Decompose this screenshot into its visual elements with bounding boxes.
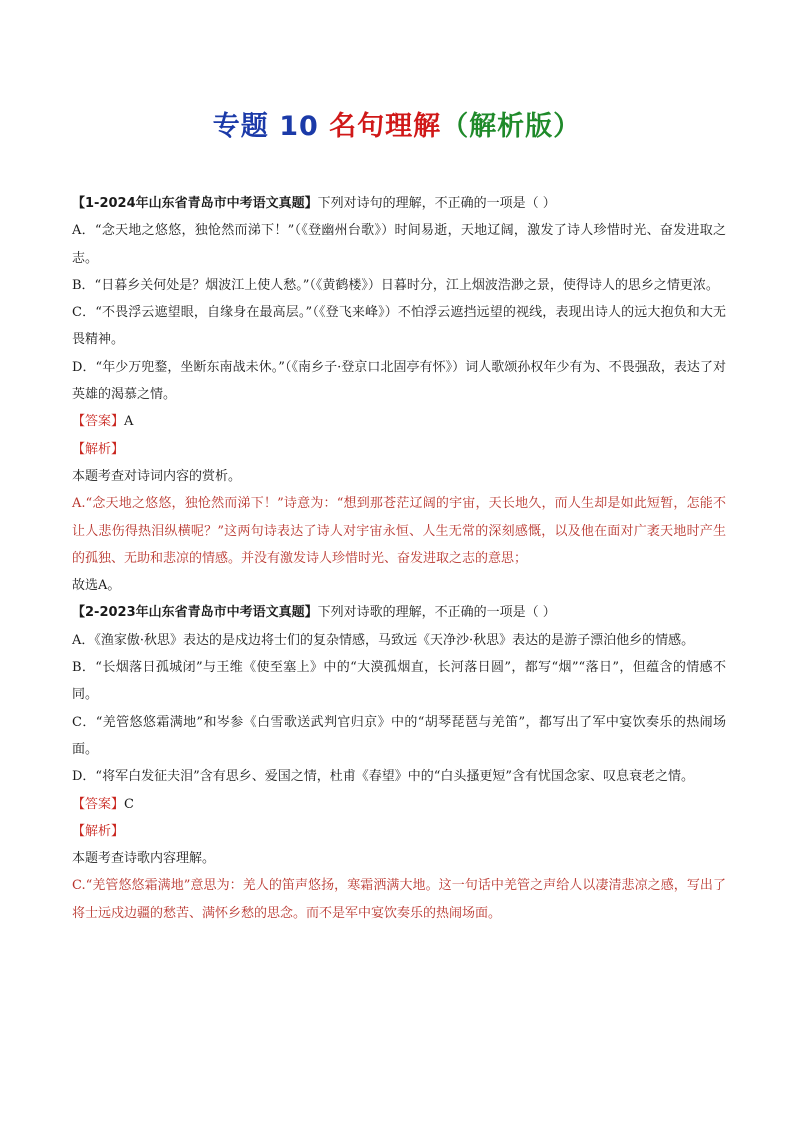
question-2-stem bbox=[72, 599, 726, 626]
answer-label: 【答案】 bbox=[72, 796, 125, 812]
question-1-answer bbox=[72, 408, 726, 435]
question-2-answer bbox=[72, 791, 726, 818]
question-1-conclusion: 故选A。 bbox=[72, 578, 121, 594]
question-2-source: 【2-2023年山东省青岛市中考语文真题】 bbox=[72, 605, 318, 621]
question-1-analysis-intro: 本题考查对诗词内容的赏析。 bbox=[72, 468, 242, 484]
title-topic-number: 专题 10 bbox=[212, 111, 319, 142]
question-1-option-d: D．“年少万兜鍪，坐断东南战未休。”（《南乡子·登京口北固亭有怀》）词人歌颂孙权年少有为、不畏强敌，表达了对英雄的渴慕之情。 bbox=[72, 359, 726, 403]
question-1-option-a: A．“念天地之悠悠，独怆然而涕下！”（《登幽州台歌》）时间易逝，天地辽阔，激发了诗人珍惜时光、奋发进取之志。 bbox=[72, 223, 726, 266]
question-1-stem bbox=[72, 190, 726, 217]
question-2-option-a: A．《渔家傲·秋思》表达的是戍边将士们的复杂情感，马致远《天净沙·秋思》表达的是游子漂泊他乡的情感。 bbox=[72, 632, 695, 648]
question-1-source: 【1-2024年山东省青岛市中考语文真题】 bbox=[72, 196, 318, 211]
page-title bbox=[0, 104, 794, 143]
question-2-analysis-label: 【解析】 bbox=[72, 823, 125, 839]
question-2-option-c: C．“羌管悠悠霜满地”和岑参《白雪歌送武判官归京》中的“胡琴琵琶与羌笛”，都写出了军中宴饮奏乐的热闹场面。 bbox=[72, 714, 726, 757]
question-2-text: 下列对诗歌的理解，不正确的一项是（ ） bbox=[317, 605, 556, 621]
question-2-analysis-detail: C.“羌管悠悠霜满地”意思为：羌人的笛声悠扬，寒霜洒满大地。这一句话中羌管之声给人以凄清悲凉之感，写出了将士远戍边疆的愁苦、满怀乡愁的思念。而不是军中宴饮奏乐的热闹场面。 bbox=[72, 878, 726, 921]
question-2-option-d: D．“将军白发征夫泪”含有思乡、爱国之情，杜甫《春望》中的“白头搔更短”含有忧国念家、叹息衰老之情。 bbox=[72, 769, 695, 785]
answer-value: C bbox=[124, 796, 134, 812]
question-1-option-b: B．“日暮乡关何处是？烟波江上使人愁。”（《黄鹤楼》）日暮时分，江上烟波浩渺之景，使得诗人的思乡之情更浓。 bbox=[72, 277, 719, 293]
question-2-analysis-intro: 本题考查诗歌内容理解。 bbox=[72, 851, 216, 867]
answer-label: 【答案】 bbox=[72, 414, 125, 430]
question-1-analysis-label: 【解析】 bbox=[72, 441, 125, 457]
question-1-analysis-detail: A.“念天地之悠悠，独怆然而涕下！”诗意为：“想到那苍茫辽阔的宇宙，天长地久，而人生却是如此短暂，怎能不让人悲伤得热泪纵横呢？”这两句诗表达了诗人对宇宙永恒、人生无常的深刻感慨，以及他在面对广袤天地时产生的孤独、无助和悲凉的情感。并没有激发诗人珍惜时光、奋发进取之志的意思； bbox=[72, 496, 726, 566]
title-edition: （解析版） bbox=[441, 111, 582, 142]
question-1-option-c: C．“不畏浮云遮望眼，自缘身在最高层。”（《登飞来峰》）不怕浮云遮挡远望的视线，表现出诗人的远大抱负和大无畏精神。 bbox=[72, 305, 726, 348]
document-body bbox=[72, 190, 726, 927]
title-topic-name: 名句理解 bbox=[318, 111, 442, 142]
answer-value: A bbox=[124, 414, 134, 430]
question-2-option-b: B．“长烟落日孤城闭”与王维《使至塞上》中的“大漠孤烟直，长河落日圆”，都写“烟”“落日”，但蕴含的情感不同。 bbox=[72, 660, 726, 703]
question-1-text: 下列对诗句的理解，不正确的一项是（ ） bbox=[317, 196, 556, 211]
